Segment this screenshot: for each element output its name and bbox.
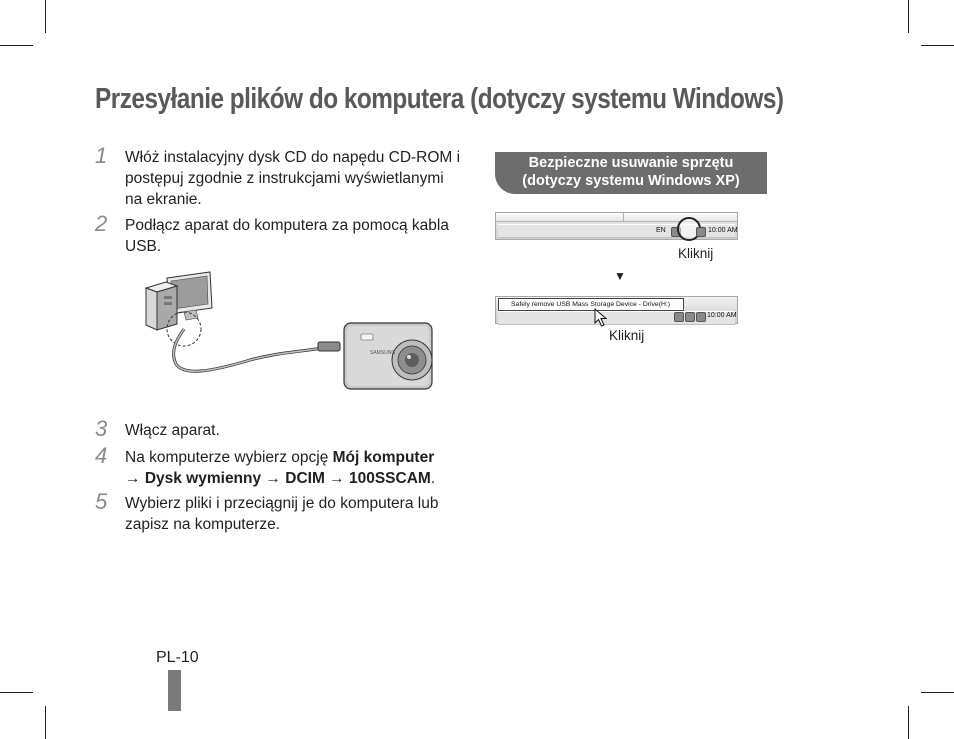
safe-removal-tab bbox=[495, 152, 767, 194]
page-number: PL-10 bbox=[156, 649, 199, 666]
step-text bbox=[125, 447, 465, 489]
arrow-separator: → bbox=[261, 470, 286, 487]
tab-line: (dotyczy systemu Windows XP) bbox=[522, 172, 740, 189]
menu-path-dcim: DCIM bbox=[285, 470, 325, 487]
camera-icon bbox=[344, 323, 432, 389]
tab-line: Bezpieczne usuwanie sprzętu bbox=[528, 155, 734, 171]
crop-mark bbox=[45, 706, 46, 739]
down-arrow-icon: ▼ bbox=[614, 269, 626, 283]
clock: 10:00 AM bbox=[707, 312, 737, 319]
mouse-cursor-icon bbox=[594, 308, 608, 328]
language-indicator: EN bbox=[656, 227, 666, 234]
step-number: 2 bbox=[95, 211, 108, 236]
page-tab-marker bbox=[168, 670, 181, 711]
step-number: 3 bbox=[95, 416, 108, 441]
step-text-part: . bbox=[430, 470, 436, 487]
arrow-separator: → bbox=[324, 470, 349, 487]
step-text-part: Na komputerze wybierz opcję bbox=[125, 449, 333, 466]
taskbar-2 bbox=[495, 296, 738, 324]
step-text: Podłącz aparat do komputera za pomocą kabla USB. bbox=[125, 217, 449, 255]
crop-mark bbox=[908, 706, 909, 739]
tray-icon bbox=[696, 227, 706, 237]
step-text: Wybierz pliki i przeciągnij je do komputera lub zapisz na komputerze. bbox=[125, 495, 439, 533]
tray-icon bbox=[674, 312, 684, 322]
menu-path-100sscam: 100SSCAM bbox=[348, 470, 431, 487]
step-number: 5 bbox=[95, 489, 108, 514]
page-title: Przesyłanie plików do komputera (dotyczy systemu Windows) bbox=[95, 83, 784, 115]
crop-mark bbox=[921, 45, 954, 46]
taskbar-1 bbox=[495, 212, 738, 240]
tray-icon bbox=[685, 312, 695, 322]
tray-icon bbox=[696, 312, 706, 322]
crop-mark bbox=[921, 692, 954, 693]
step-text: Włącz aparat. bbox=[125, 422, 220, 439]
camera-pc-usb-illustration bbox=[140, 268, 440, 393]
step-text: Włóż instalacyjny dysk CD do napędu CD-ROM i postępuj zgodnie z instrukcjami wyświetlanymi na ekranie. bbox=[125, 149, 461, 208]
pc-tower-icon bbox=[146, 282, 177, 330]
safe-remove-tooltip[interactable]: Safely remove USB Mass Storage Device - Drive(H:) bbox=[498, 298, 684, 311]
step-number: 1 bbox=[95, 143, 108, 168]
crop-mark bbox=[0, 45, 33, 46]
click-label: Kliknij bbox=[678, 246, 714, 261]
crop-mark bbox=[45, 0, 46, 33]
crop-mark bbox=[908, 0, 909, 33]
crop-mark bbox=[0, 692, 33, 693]
menu-path-removable-disk: Dysk wymienny bbox=[144, 470, 262, 487]
camera-brand: SAMSUNG bbox=[370, 350, 396, 356]
arrow-separator: → bbox=[125, 470, 145, 487]
click-label: Kliknij bbox=[609, 328, 645, 343]
menu-path-my-computer: Mój komputer bbox=[332, 449, 435, 466]
step-number: 4 bbox=[95, 443, 108, 468]
clock: 10:00 AM bbox=[708, 227, 738, 234]
